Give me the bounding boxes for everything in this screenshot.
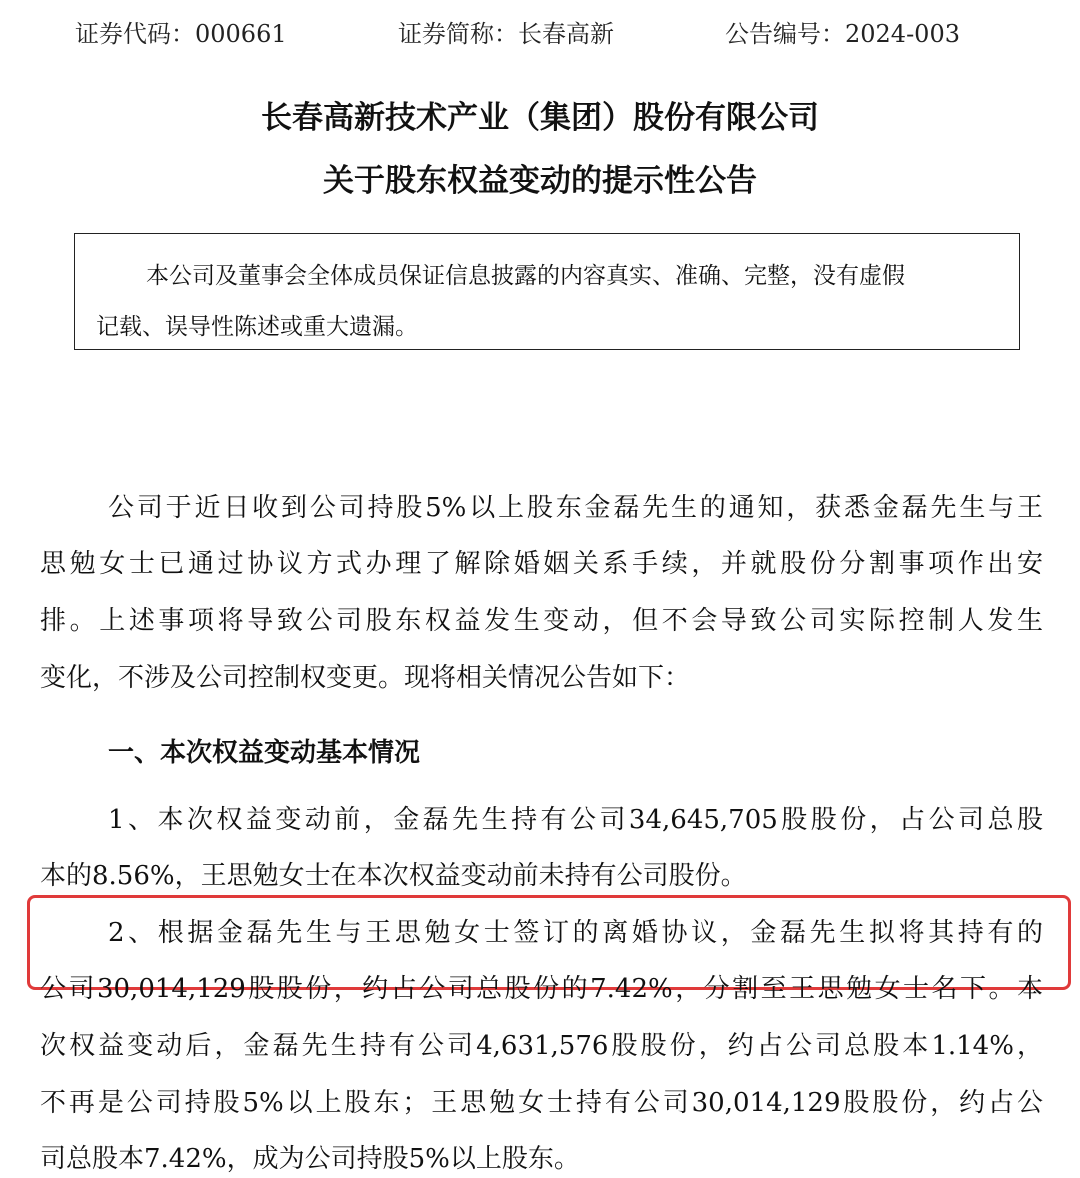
- item1-line-1: 1、本次权益变动前，金磊先生持有公司34,645,705股股份，占公司总股: [108, 805, 1043, 835]
- intro-line-3: 排。上述事项将导致公司股东权益发生变动，但不会导致公司实际控制人发生: [40, 606, 1043, 636]
- notice-line-1: 本公司及董事会全体成员保证信息披露的内容真实、准确、完整，没有虚假: [146, 263, 905, 289]
- intro-line-1: 公司于近日收到公司持股5%以上股东金磊先生的通知，获悉金磊先生与王: [108, 493, 1043, 523]
- intro-line-4: 变化，不涉及公司控制权变更。现将相关情况公告如下：: [40, 663, 691, 693]
- announcement-subject: 关于股东权益变动的提示性公告: [323, 163, 757, 199]
- item2-line-3: 次权益变动后，金磊先生持有公司4,631,576股股份，约占公司总股本1.14%，: [40, 1031, 1043, 1061]
- stock-code: 证券代码：000661: [75, 20, 287, 48]
- item2-line-2: 公司30,014,129股股份，约占公司总股份的7.42%，分割至王思勉女士名下。本: [40, 974, 1043, 1004]
- section-heading: 一、本次权益变动基本情况: [108, 738, 421, 768]
- company-title: 长春高新技术产业（集团）股份有限公司: [261, 100, 819, 136]
- document-header: [0, 14, 1080, 50]
- notice-line-2: 记载、误导性陈述或重大遗漏。: [96, 314, 418, 340]
- intro-line-2: 思勉女士已通过协议方式办理了解除婚姻关系手续，并就股份分割事项作出安: [40, 549, 1043, 579]
- stock-abbreviation: 证券简称：长春高新: [398, 20, 614, 48]
- item1-line-2: 本的8.56%，王思勉女士在本次权益变动前未持有公司股份。: [40, 861, 747, 891]
- item2-line-4: 不再是公司持股5%以上股东；王思勉女士持有公司30,014,129股股份，约占公: [40, 1088, 1043, 1118]
- announcement-number: 公告编号：2024-003: [725, 20, 960, 48]
- item2-line-5: 司总股本7.42%，成为公司持股5%以上股东。: [40, 1144, 580, 1174]
- item2-line-1: 2、根据金磊先生与王思勉女士签订的离婚协议，金磊先生拟将其持有的: [108, 918, 1043, 948]
